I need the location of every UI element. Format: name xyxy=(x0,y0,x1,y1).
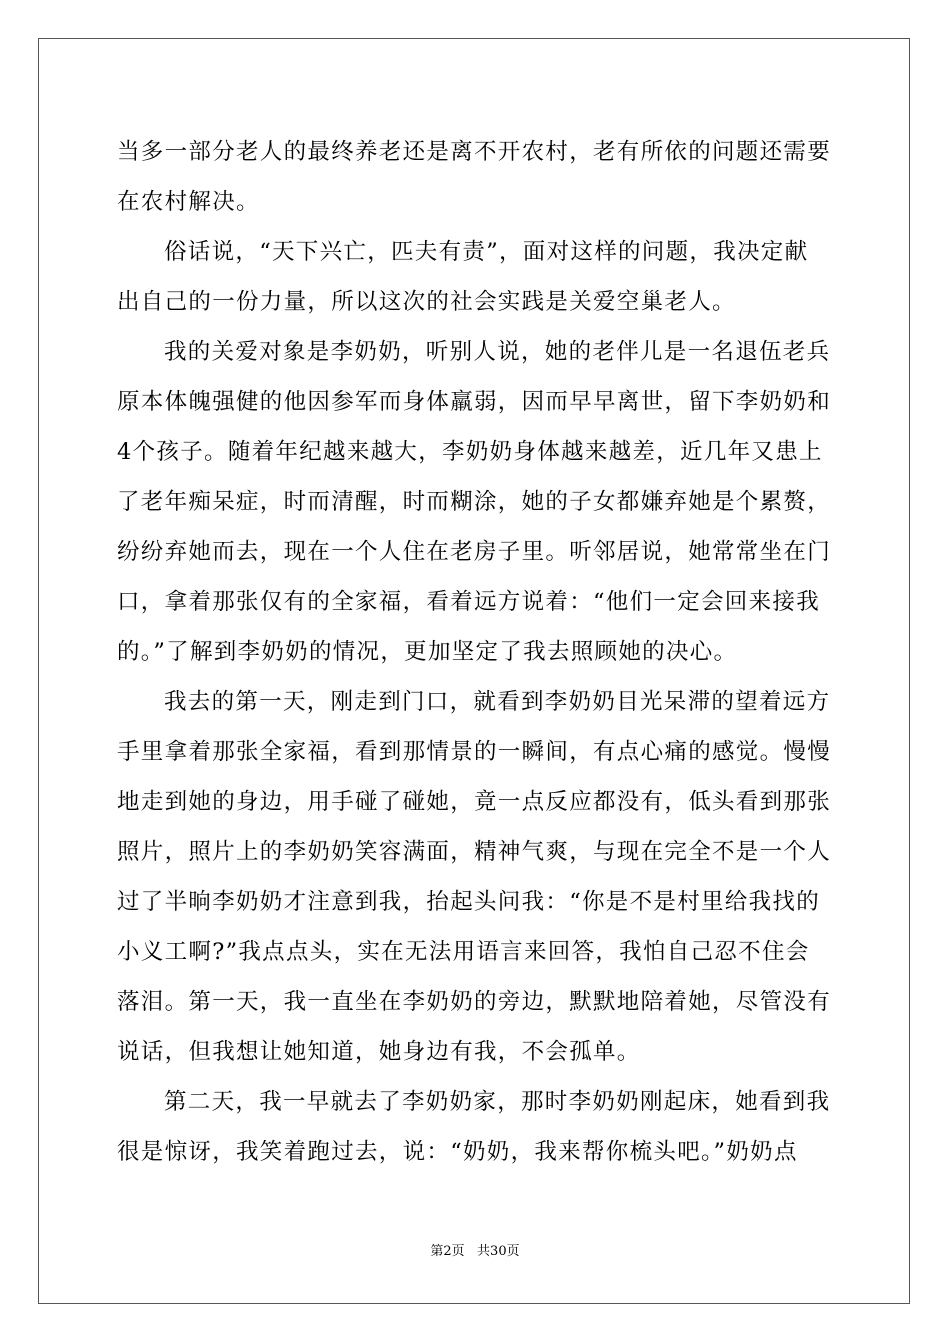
text-line: 照片，照片上的李奶奶笑容满面，精神气爽，与现在完全不是一个人 xyxy=(117,839,832,865)
text-line: 原本体魄强健的他因参军而身体羸弱，因而早早离世，留下李奶奶和 xyxy=(117,389,832,415)
text-line: 过了半晌李奶奶才注意到我，抬起头问我：“你是不是村里给我找的 xyxy=(117,889,821,915)
text-line: 小义工啊?”我点点头，实在无法用语言来回答，我怕自己忍不住会 xyxy=(117,939,810,965)
paragraph-start-line: 我的关爱对象是李奶奶，听别人说，她的老伴儿是一名退伍老兵 xyxy=(164,339,831,365)
text-line: 在农村解决。 xyxy=(117,189,260,215)
document-body xyxy=(117,127,833,1177)
text-line: 落泪。第一天，我一直坐在李奶奶的旁边，默默地陪着她，尽管没有 xyxy=(117,989,832,1015)
text-line: 的。”了解到李奶奶的情况，更加坚定了我去照顾她的决心。 xyxy=(117,639,738,665)
paragraph-start-line: 俗话说，“天下兴亡，匹夫有责”，面对这样的问题，我决定献 xyxy=(164,239,809,265)
text-line: 纷纷弃她而去，现在一个人住在老房子里。听邻居说，她常常坐在门 xyxy=(117,539,832,565)
paragraph-start-line: 我去的第一天，刚走到门口，就看到李奶奶目光呆滞的望着远方 xyxy=(164,689,831,715)
text-line: 当多一部分老人的最终养老还是离不开农村，老有所依的问题还需要 xyxy=(117,139,832,165)
text-line: 了老年痴呆症，时而清醒，时而糊涂，她的子女都嫌弃她是个累赘， xyxy=(117,489,832,515)
text-line: 口，拿着那张仅有的全家福，看着远方说着：“他们一定会回来接我 xyxy=(117,589,821,615)
page-number-footer: 第2页 共30页 xyxy=(430,1244,520,1259)
text-line: 手里拿着那张全家福，看到那情景的一瞬间，有点心痛的感觉。慢慢 xyxy=(117,739,832,765)
paragraph-start-line: 第二天，我一早就去了李奶奶家，那时李奶奶刚起床，她看到我 xyxy=(164,1089,831,1115)
text-line: 很是惊讶，我笑着跑过去，说：“奶奶，我来帮你梳头吧。”奶奶点 xyxy=(117,1139,798,1165)
text-line: 4个孩子。随着年纪越来越大，李奶奶身体越来越差，近几年又患上 xyxy=(117,439,823,465)
text-line: 地走到她的身边，用手碰了碰她，竟一点反应都没有，低头看到那张 xyxy=(117,789,832,815)
text-line: 出自己的一份力量，所以这次的社会实践是关爱空巢老人。 xyxy=(117,289,736,315)
text-line: 说话，但我想让她知道，她身边有我，不会孤单。 xyxy=(117,1039,641,1065)
